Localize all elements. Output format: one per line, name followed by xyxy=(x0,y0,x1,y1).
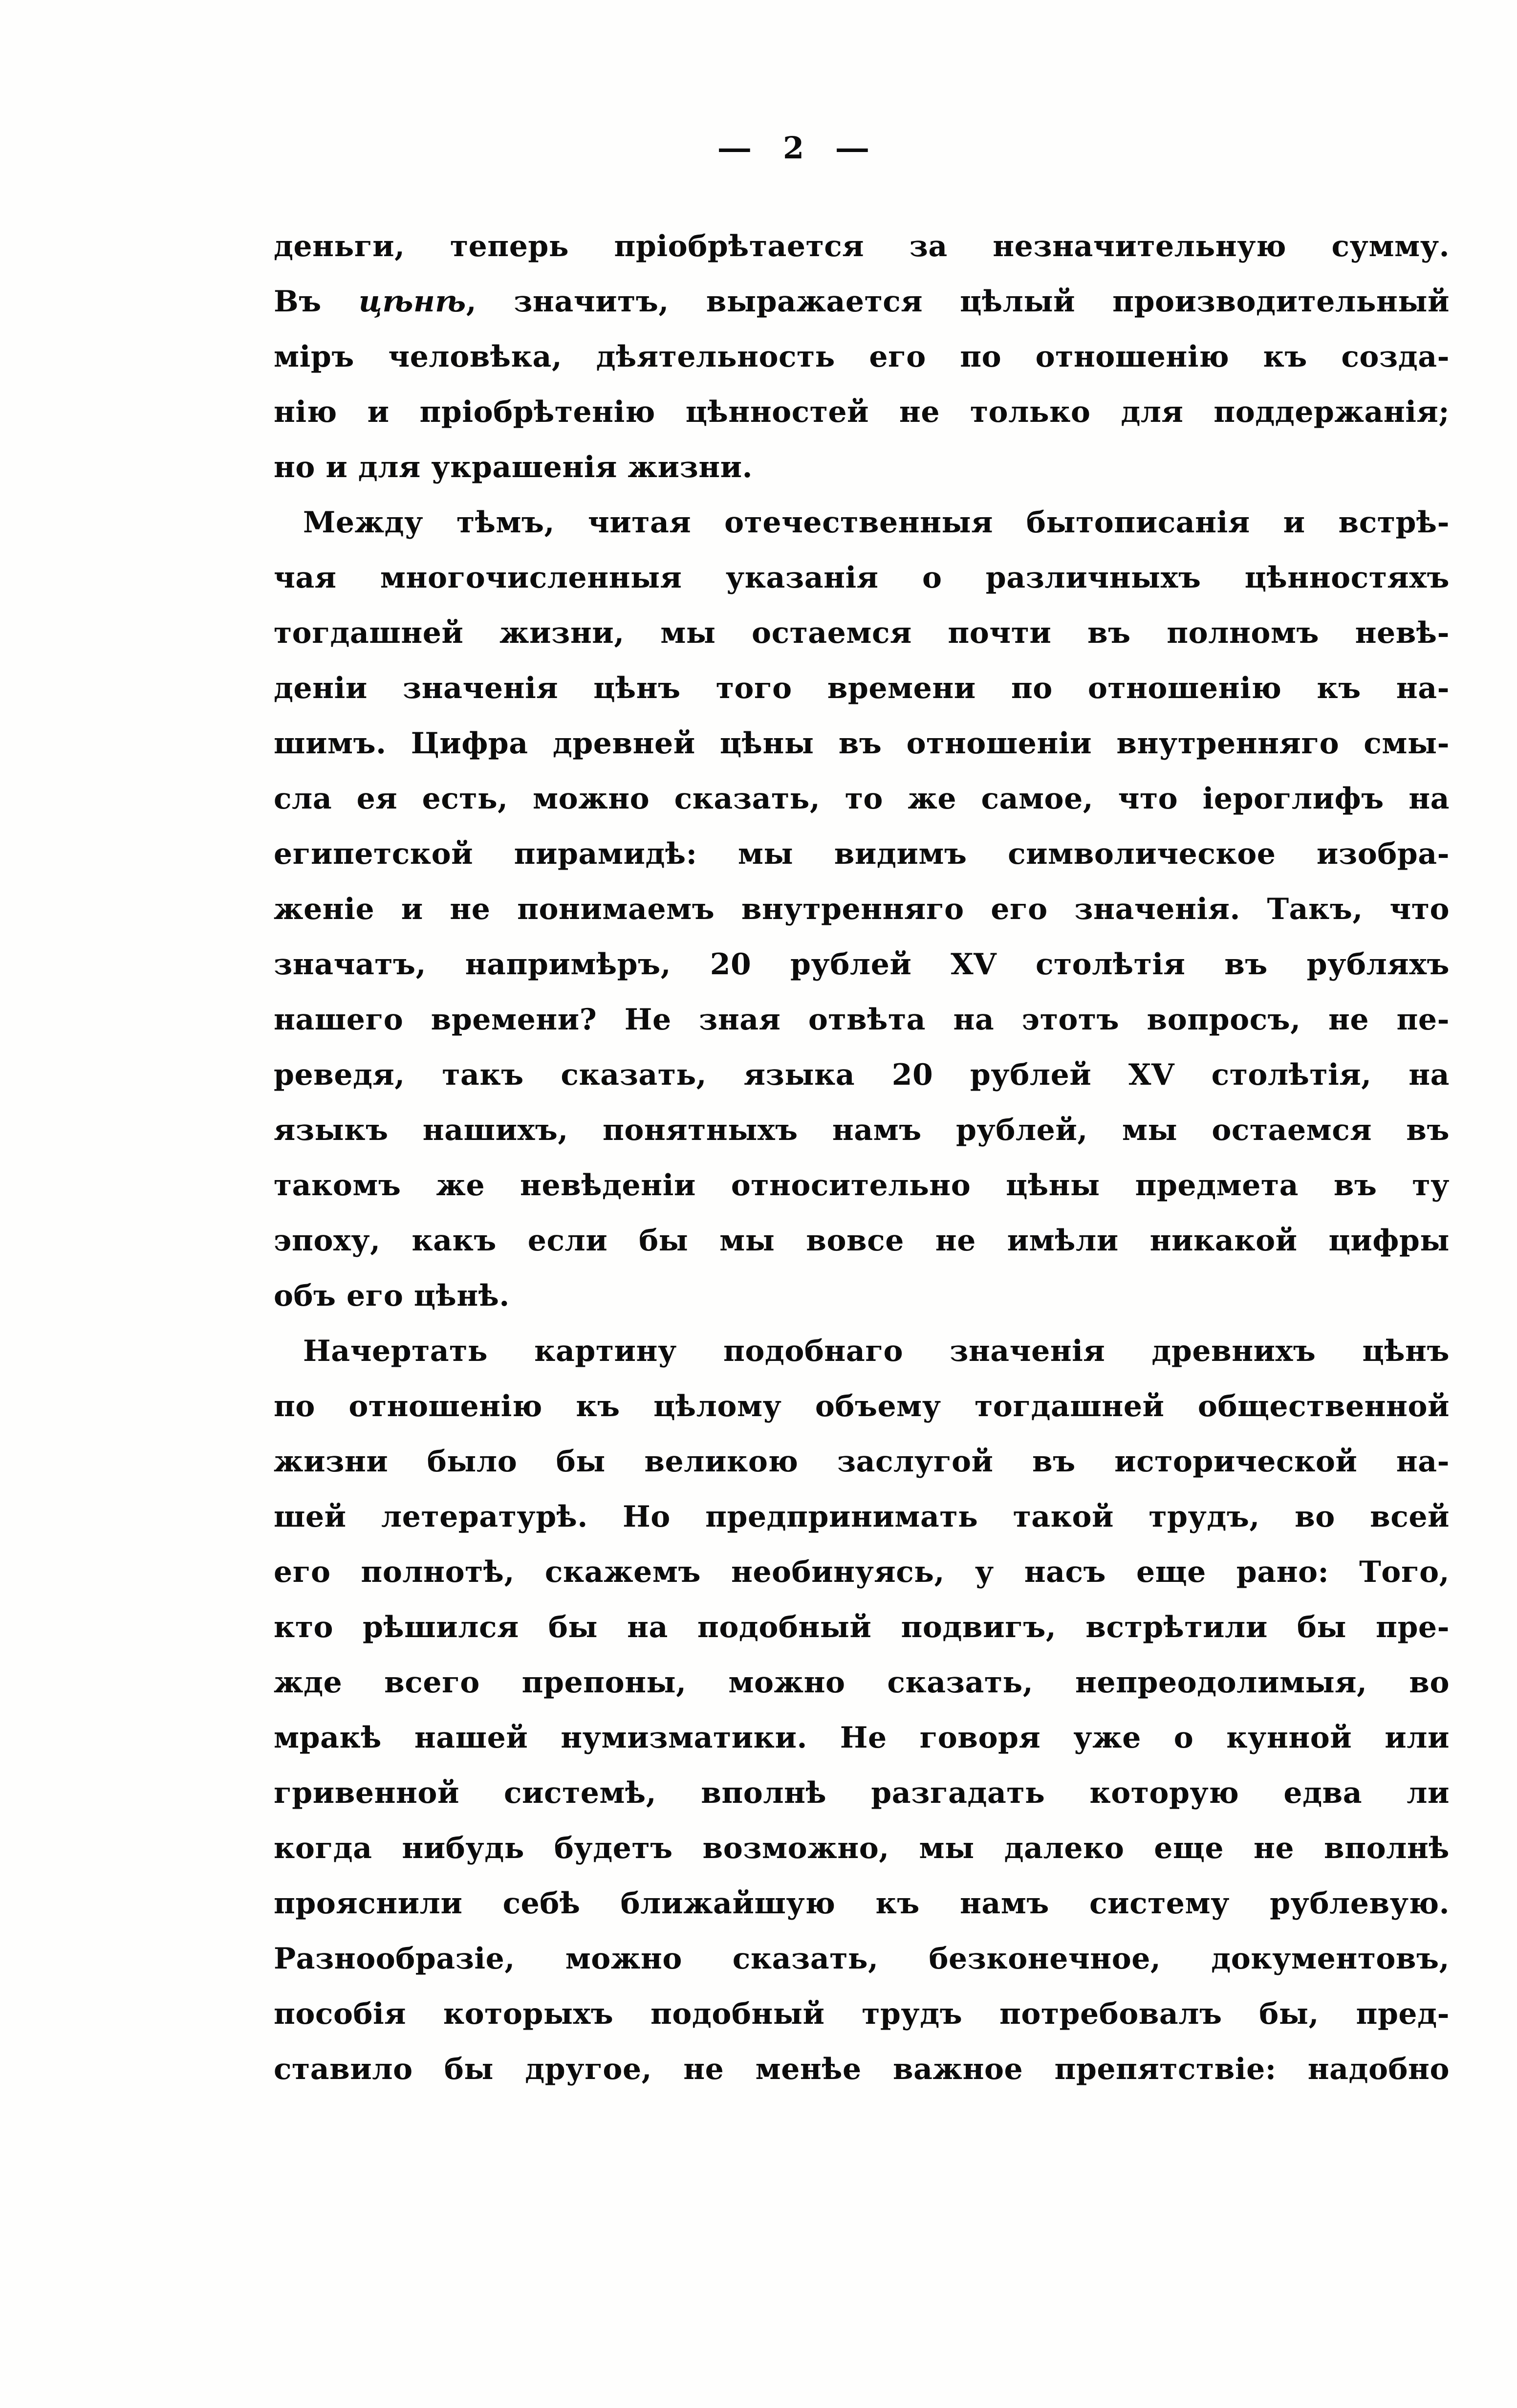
text-line xyxy=(274,550,1450,606)
line-text: тогдашней жизни, мы остаемся почти въ полномъ невѣ- xyxy=(274,616,1450,650)
text-line xyxy=(274,1931,1450,1987)
line-text: Въ xyxy=(274,285,359,319)
line-text: египетской пирамидѣ: мы видимъ символическое изобра- xyxy=(274,837,1450,871)
text-line xyxy=(274,1434,1450,1489)
text-line xyxy=(274,1821,1450,1876)
text-line xyxy=(274,1545,1450,1600)
text-line xyxy=(274,1710,1450,1766)
line-text: по отношенію къ цѣлому объему тогдашней общественной xyxy=(274,1389,1450,1423)
text-line xyxy=(274,882,1450,937)
line-text: Разнообразіе, можно сказать, безконечное, документовъ, xyxy=(274,1942,1450,1976)
line-text: деніи значенія цѣнъ того времени по отношенію къ на- xyxy=(274,671,1450,705)
line-text: объ его цѣнѣ. xyxy=(274,1279,510,1313)
text-line xyxy=(274,1600,1450,1655)
text-line xyxy=(274,1324,1450,1379)
text-line xyxy=(274,716,1450,771)
text-line xyxy=(274,495,1450,550)
line-text: шей летературѣ. Но предпринимать такой трудъ, во всей xyxy=(274,1500,1450,1534)
text-line xyxy=(274,2042,1450,2097)
text-line xyxy=(274,440,1450,495)
line-text: чая многочисленныя указанія о различныхъ цѣнностяхъ xyxy=(274,561,1450,595)
italic-term: цѣнѣ xyxy=(358,285,466,319)
line-text: ставило бы другое, не менѣе важное препятствіе: надобно xyxy=(274,2052,1450,2086)
line-text: языкъ нашихъ, понятныхъ намъ рублей, мы остаемся въ xyxy=(274,1113,1450,1147)
text-line xyxy=(274,827,1450,882)
page-number: 2 xyxy=(783,130,805,166)
text-line xyxy=(274,1655,1450,1710)
text-line xyxy=(274,1048,1450,1103)
text-line xyxy=(274,1213,1450,1269)
text-block xyxy=(274,219,1450,2097)
text-line xyxy=(274,1876,1450,1931)
line-text: жизни было бы великою заслугой въ исторической на- xyxy=(274,1445,1450,1479)
line-text: гривенной системѣ, вполнѣ разгадать которую едва ли xyxy=(274,1776,1450,1810)
line-text: реведя, такъ сказать, языка 20 рублей XV столѣтія, на xyxy=(274,1058,1450,1092)
line-text: мракѣ нашей нумизматики. Не говоря уже о кунной или xyxy=(274,1721,1450,1755)
text-line xyxy=(274,992,1450,1048)
text-line xyxy=(274,1269,1450,1324)
line-text: женіе и не понимаемъ внутренняго его значенія. Такъ, что xyxy=(274,892,1450,926)
text-line xyxy=(274,385,1450,440)
text-line xyxy=(274,1766,1450,1821)
line-text: прояснили себѣ ближайшую къ намъ систему рублевую. xyxy=(274,1886,1450,1921)
line-text: деньги, теперь пріобрѣтается за незначительную сумму. xyxy=(274,229,1450,263)
line-text: такомъ же невѣденіи относительно цѣны предмета въ ту xyxy=(274,1168,1450,1203)
line-text: нашего времени? Не зная отвѣта на этотъ вопросъ, не пе- xyxy=(274,1003,1450,1037)
line-text: кто рѣшился бы на подобный подвигъ, встрѣтили бы пре- xyxy=(274,1610,1450,1644)
line-text: Между тѣмъ, читая отечественныя бытописанія и встрѣ- xyxy=(303,505,1450,540)
header-left-dash: — xyxy=(717,130,753,166)
text-line xyxy=(274,1379,1450,1434)
text-line xyxy=(274,219,1450,274)
line-text: Начертать картину подобнаго значенія древнихъ цѣнъ xyxy=(303,1334,1450,1368)
running-head xyxy=(717,130,871,166)
line-text: его полнотѣ, скажемъ необинуясь, у насъ еще рано: Того, xyxy=(274,1555,1450,1589)
text-line xyxy=(274,606,1450,661)
text-line xyxy=(274,661,1450,716)
line-text: жде всего препоны, можно сказать, непреодолимыя, во xyxy=(274,1665,1450,1700)
text-line xyxy=(274,274,1450,329)
line-text: міръ человѣка, дѣятельность его по отношенію къ созда- xyxy=(274,340,1450,374)
text-line xyxy=(274,1489,1450,1545)
line-text: но и для украшенія жизни. xyxy=(274,450,753,484)
line-text: когда нибудь будетъ возможно, мы далеко еще не вполнѣ xyxy=(274,1831,1450,1865)
line-text: эпоху, какъ если бы мы вовсе не имѣли никакой цифры xyxy=(274,1224,1450,1258)
line-text: нію и пріобрѣтенію цѣнностей не только для поддержанія; xyxy=(274,395,1450,429)
text-line xyxy=(274,771,1450,827)
header-right-dash: — xyxy=(835,130,871,166)
line-text: значатъ, напримѣръ, 20 рублей XV столѣтія въ рубляхъ xyxy=(274,947,1450,982)
line-text: сла ея есть, можно сказать, то же самое, что іероглифъ на xyxy=(274,782,1450,816)
line-text: , значитъ, выражается цѣлый производительный xyxy=(466,285,1450,319)
text-line xyxy=(274,1987,1450,2042)
text-line xyxy=(274,937,1450,992)
line-text: шимъ. Цифра древней цѣны въ отношеніи внутренняго смы- xyxy=(274,726,1450,761)
text-line xyxy=(274,1158,1450,1213)
line-text: пособія которыхъ подобный трудъ потребовалъ бы, пред- xyxy=(274,1997,1450,2031)
text-line xyxy=(274,1103,1450,1158)
text-line xyxy=(274,329,1450,385)
